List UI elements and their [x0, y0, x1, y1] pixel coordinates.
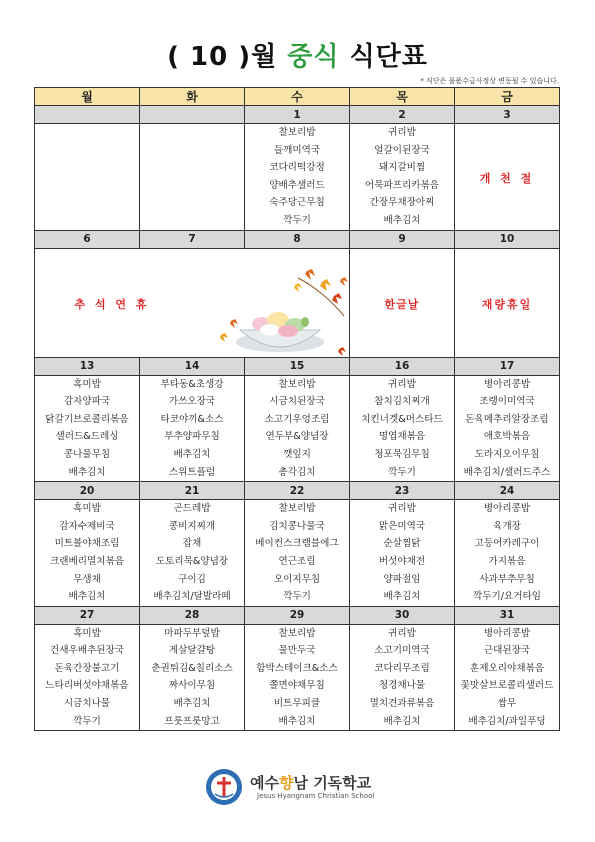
day-mon: 월	[35, 88, 140, 106]
holiday-label: 재량휴일	[481, 298, 533, 312]
menu-item: 곤드레밥	[173, 503, 211, 515]
date-cell: 7	[140, 230, 245, 248]
date-cell: 29	[245, 606, 350, 624]
holiday-cell	[350, 248, 455, 357]
menu-item: 간장무채장아찌	[369, 197, 435, 209]
week4-date-row	[35, 482, 560, 500]
day-header-row	[35, 88, 560, 106]
date-cell: 21	[140, 482, 245, 500]
menu-cell	[350, 124, 455, 231]
menu-item: 깍두기	[283, 214, 311, 226]
school-name	[250, 772, 371, 793]
menu-item: 콩비지찌개	[168, 520, 216, 532]
week1-menu-row	[35, 124, 560, 231]
date-cell: 6	[35, 230, 140, 248]
chuseok-songpyeon-illustration	[210, 264, 350, 366]
menu-item: 깍두기	[73, 715, 101, 727]
menu-item: 배추김치/과일푸딩	[468, 715, 546, 727]
day-tue: 화	[140, 88, 245, 106]
menu-item: 깍두기	[388, 466, 416, 478]
menu-item: 돼지갈비찜	[378, 162, 426, 174]
songpyeon-bowl	[236, 312, 324, 352]
menu-item: 샐러드&드레싱	[55, 431, 119, 443]
menu-item: 숙주당근무침	[269, 197, 325, 209]
date-cell: 2	[350, 106, 455, 124]
menu-cell	[140, 375, 245, 482]
menu-item: 귀리밥	[388, 378, 416, 390]
menu-item: 근대된장국	[483, 645, 531, 657]
menu-item: 꽃맛살브로콜리샐러드	[460, 680, 554, 692]
date-cell: 23	[350, 482, 455, 500]
menu-item: 참치김치찌개	[374, 396, 430, 408]
menu-item: 찰보리밥	[278, 127, 316, 138]
menu-item: 애호박볶음	[483, 431, 531, 443]
menu-item: 배추김치	[278, 715, 316, 727]
menu-item: 코다리무조림	[374, 662, 430, 674]
date-cell: 30	[350, 606, 455, 624]
menu-item: 오이지무침	[273, 573, 321, 585]
menu-item: 양파절임	[383, 573, 421, 585]
date-cell: 28	[140, 606, 245, 624]
menu-item: 함박스테이크&소스	[256, 662, 338, 674]
week5-menu-row	[35, 624, 560, 731]
menu-item: 부타동&초생강	[160, 378, 224, 390]
menu-item: 배추김치	[68, 591, 106, 603]
menu-item: 부추양파무침	[164, 431, 220, 443]
menu-item: 돈육메추리알장조림	[465, 413, 549, 425]
menu-item: 고등어카레구이	[474, 538, 540, 550]
menu-cell	[245, 375, 350, 482]
date-cell: 13	[35, 357, 140, 375]
menu-item: 어묵파프리카볶음	[364, 179, 440, 191]
menu-cell	[455, 375, 560, 482]
menu-item: 김치콩나물국	[269, 520, 325, 532]
menu-item: 게살달걀탕	[168, 645, 216, 657]
notice-text: * 식단은 물품수급사정상 변동될 수 있습니다.	[420, 77, 559, 85]
menu-cell	[35, 500, 140, 607]
date-cell	[35, 106, 140, 124]
date-cell	[140, 106, 245, 124]
school-name-b: 향	[278, 774, 294, 792]
date-cell: 10	[455, 230, 560, 248]
date-cell: 8	[245, 230, 350, 248]
week5-date-row	[35, 606, 560, 624]
date-cell: 24	[455, 482, 560, 500]
week1-date-row	[35, 106, 560, 124]
menu-item: 청포묵김무침	[374, 448, 430, 460]
menu-item: 훈제오리야채볶음	[469, 662, 545, 674]
date-cell: 27	[35, 606, 140, 624]
menu-item: 물만두국	[278, 645, 316, 657]
date-cell: 16	[350, 357, 455, 375]
menu-item: 치킨너겟&머스타드	[361, 413, 443, 425]
date-cell: 1	[245, 106, 350, 124]
menu-item: 깻잎지	[283, 448, 311, 460]
menu-cell	[455, 624, 560, 731]
menu-item: 연근조림	[278, 555, 316, 567]
menu-cell	[140, 500, 245, 607]
menu-item: 청경채나물	[378, 680, 426, 692]
menu-item: 비트무피클	[273, 698, 321, 710]
menu-item: 가쓰오장국	[168, 396, 216, 408]
menu-item: 미트볼야채조림	[54, 538, 120, 550]
menu-cell	[140, 624, 245, 731]
menu-item: 코다리떡강정	[269, 162, 325, 174]
menu-item: 소고기미역국	[374, 645, 430, 657]
holiday-cell	[455, 248, 560, 357]
menu-item: 도라지오이무침	[474, 448, 540, 460]
day-fri: 금	[455, 88, 560, 106]
menu-item: 찰보리밥	[278, 503, 316, 515]
menu-item: 깍두기/요거타임	[472, 591, 542, 603]
menu-item: 시금치나물	[63, 698, 111, 710]
menu-item: 순살찜닭	[383, 538, 421, 550]
date-cell: 20	[35, 482, 140, 500]
holiday-label: 한글날	[384, 298, 420, 312]
menu-item: 얼갈이된장국	[374, 144, 430, 156]
menu-item: 사과부추무침	[479, 573, 535, 585]
day-thu: 목	[350, 88, 455, 106]
menu-item: 잡채	[182, 538, 202, 550]
menu-cell	[350, 375, 455, 482]
menu-item: 스위트플럼	[168, 466, 216, 478]
menu-item: 쌈무	[497, 698, 517, 710]
menu-item: 맑은미역국	[378, 520, 426, 532]
menu-item: 느타리버섯야채볶음	[45, 680, 129, 692]
title-highlight: 중식	[287, 42, 340, 72]
menu-item: 베이컨스크램블에그	[255, 538, 339, 550]
menu-cell	[245, 124, 350, 231]
menu-item: 귀리밥	[388, 627, 416, 639]
menu-item: 흑미밥	[73, 378, 101, 390]
date-cell: 9	[350, 230, 455, 248]
date-cell: 31	[455, 606, 560, 624]
menu-item: 배추김치/샐러드주스	[463, 466, 551, 478]
menu-item: 도토리묵&양념장	[155, 555, 229, 567]
holiday-label: 개 천 절	[479, 172, 535, 186]
school-name-a: 예수	[250, 774, 279, 792]
school-footer	[0, 768, 595, 808]
holiday-cell	[455, 124, 560, 231]
menu-item: 소고기우엉조림	[264, 413, 330, 425]
date-cell: 17	[455, 357, 560, 375]
menu-item: 배추김치	[383, 591, 421, 603]
menu-item: 병아리콩밥	[483, 627, 531, 639]
menu-item: 귀리밥	[388, 503, 416, 515]
menu-item: 배추김치	[68, 466, 106, 478]
menu-cell	[35, 375, 140, 482]
date-cell: 15	[245, 357, 350, 375]
menu-cell	[350, 624, 455, 731]
menu-item: 버섯야채전	[378, 555, 426, 567]
menu-item: 프룻프룻망고	[164, 715, 220, 727]
menu-item: 콩나물무침	[63, 448, 111, 460]
menu-item: 감자수제비국	[59, 520, 115, 532]
menu-table	[34, 87, 560, 731]
menu-item: 닭갈기브로콜리볶음	[45, 413, 129, 425]
menu-item: 배추김치	[383, 214, 421, 226]
school-logo-icon	[205, 768, 243, 806]
menu-item: 감자양파국	[63, 396, 111, 408]
menu-item: 흑미밥	[73, 503, 101, 515]
menu-cell	[455, 500, 560, 607]
menu-item: 들깨미역국	[273, 144, 321, 156]
menu-item: 찰보리밥	[278, 378, 316, 390]
menu-item: 연두부&양념장	[265, 431, 329, 443]
menu-item: 돈육간장불고기	[54, 662, 120, 674]
menu-cell	[140, 124, 245, 231]
menu-item: 무생채	[73, 573, 101, 585]
menu-cell	[350, 500, 455, 607]
menu-item: 찰보리밥	[278, 627, 316, 639]
menu-item: 배추김치	[173, 698, 211, 710]
page-title	[0, 36, 595, 73]
title-prefix: ( 10 )월	[167, 42, 288, 72]
menu-item: 배추김치	[173, 448, 211, 460]
menu-item: 깍두기	[283, 591, 311, 603]
title-suffix: 식단표	[339, 42, 428, 72]
menu-item: 총각김치	[278, 466, 316, 478]
holiday-label: 추 석 연 휴	[74, 298, 150, 312]
menu-item: 육개장	[493, 520, 521, 532]
menu-item: 시금치된장국	[269, 396, 325, 408]
school-name-c: 남 기독학교	[293, 774, 372, 792]
menu-item: 귀리밥	[388, 127, 416, 138]
menu-item: 마파두부덮밥	[164, 627, 220, 639]
menu-item: 가지볶음	[488, 555, 526, 567]
menu-item: 건새우배추된장국	[49, 645, 125, 657]
menu-item: 짜사이무침	[168, 680, 216, 692]
menu-item: 춘권튀김&칠리소스	[151, 662, 233, 674]
menu-cell	[245, 500, 350, 607]
menu-item: 양배추샐러드	[269, 179, 325, 191]
menu-item: 배추김치/달발라떼	[153, 591, 231, 603]
menu-item: 쫄면야채무침	[269, 680, 325, 692]
menu-item: 병아리콩밥	[483, 378, 531, 390]
menu-item: 구이김	[178, 573, 206, 585]
menu-item: 흑미밥	[73, 627, 101, 639]
menu-item: 타코야끼&소스	[160, 413, 224, 425]
week3-menu-row	[35, 375, 560, 482]
menu-cell	[35, 624, 140, 731]
menu-cell	[35, 124, 140, 231]
date-cell: 14	[140, 357, 245, 375]
menu-item: 크랜베리멸치볶음	[49, 555, 125, 567]
week2-date-row	[35, 230, 560, 248]
menu-item: 병아리콩밥	[483, 503, 531, 515]
day-wed: 수	[245, 88, 350, 106]
date-cell: 22	[245, 482, 350, 500]
menu-cell	[245, 624, 350, 731]
menu-item: 조랭이미역국	[479, 396, 535, 408]
school-name-english: Jesus Hyangnam Christian School	[257, 792, 375, 800]
menu-item: 멸치견과류볶음	[369, 698, 435, 710]
menu-item: 배추김치	[383, 715, 421, 727]
week4-menu-row	[35, 500, 560, 607]
date-cell: 3	[455, 106, 560, 124]
menu-item: 명엽채볶음	[378, 431, 426, 443]
